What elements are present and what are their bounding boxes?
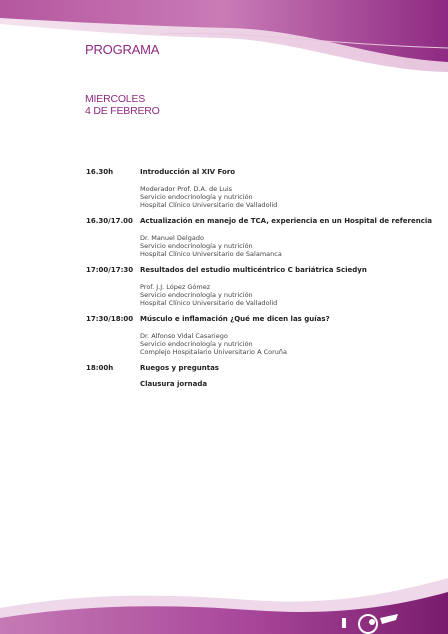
page-title: PROGRAMA [85,42,160,57]
speaker-service: Servicio endocrinología y nutrición [140,291,253,299]
agenda-time: 16.30/17.00 [86,217,133,225]
agenda-title: Músculo e inflamación ¿Qué me dicen las guías? [140,315,330,323]
date-weekday: MIERCOLES [85,93,146,105]
agenda [86,168,432,396]
agenda-title: Ruegos y preguntas [140,364,219,372]
agenda-time: 17:00/17:30 [86,266,134,274]
agenda-details [140,185,426,209]
agenda-details [140,332,426,356]
agenda-time: 17:30/18:00 [86,315,134,323]
speaker-hospital: Hospital Clínico Universitario de Salamanca [140,250,282,258]
agenda-details [140,283,426,307]
speaker-hospital: Hospital Clínico Universitario de Valladolid [140,201,278,209]
speaker-service: Servicio endocrinología y nutrición [140,193,253,201]
speaker-service: Servicio endocrinología y nutrición [140,242,253,250]
speaker-hospital: Hospital Clínico Universitario de Valladolid [140,299,278,307]
agenda-title: Introducción al XIV Foro [140,168,236,176]
agenda-item [86,217,432,258]
agenda-item [86,315,426,356]
date-day: 4 DE FEBRERO [85,105,160,117]
speaker-name: Dr. Manuel Delgado [140,234,204,242]
date-heading [85,93,160,117]
speaker-name: Moderador Prof. D.A. de Luis [140,185,233,193]
agenda-item [86,266,426,307]
speaker-hospital: Complejo Hospitalario Universitario A Coruña [140,348,288,356]
speaker-service: Servicio endocrinología y nutrición [140,340,253,348]
agenda-details [140,234,426,258]
speaker-name: Dr. Alfonso Vidal Casariego [140,332,228,340]
speaker-name: Prof. J.J. López Gómez [140,283,211,291]
agenda-title: Resultados del estudio multicéntrico C bariátrica Sciedyn [140,266,367,274]
agenda-title: Actualización en manejo de TCA, experiencia en un Hospital de referencia [140,217,432,225]
bottom-wave-decoration [0,574,448,634]
top-wave-decoration [0,0,448,80]
closing-label: Clausura jornada [140,380,208,388]
agenda-item [86,168,426,209]
agenda-time: 18:00h [86,364,114,372]
agenda-item [86,364,426,388]
agenda-time: 16.30h [86,168,114,176]
